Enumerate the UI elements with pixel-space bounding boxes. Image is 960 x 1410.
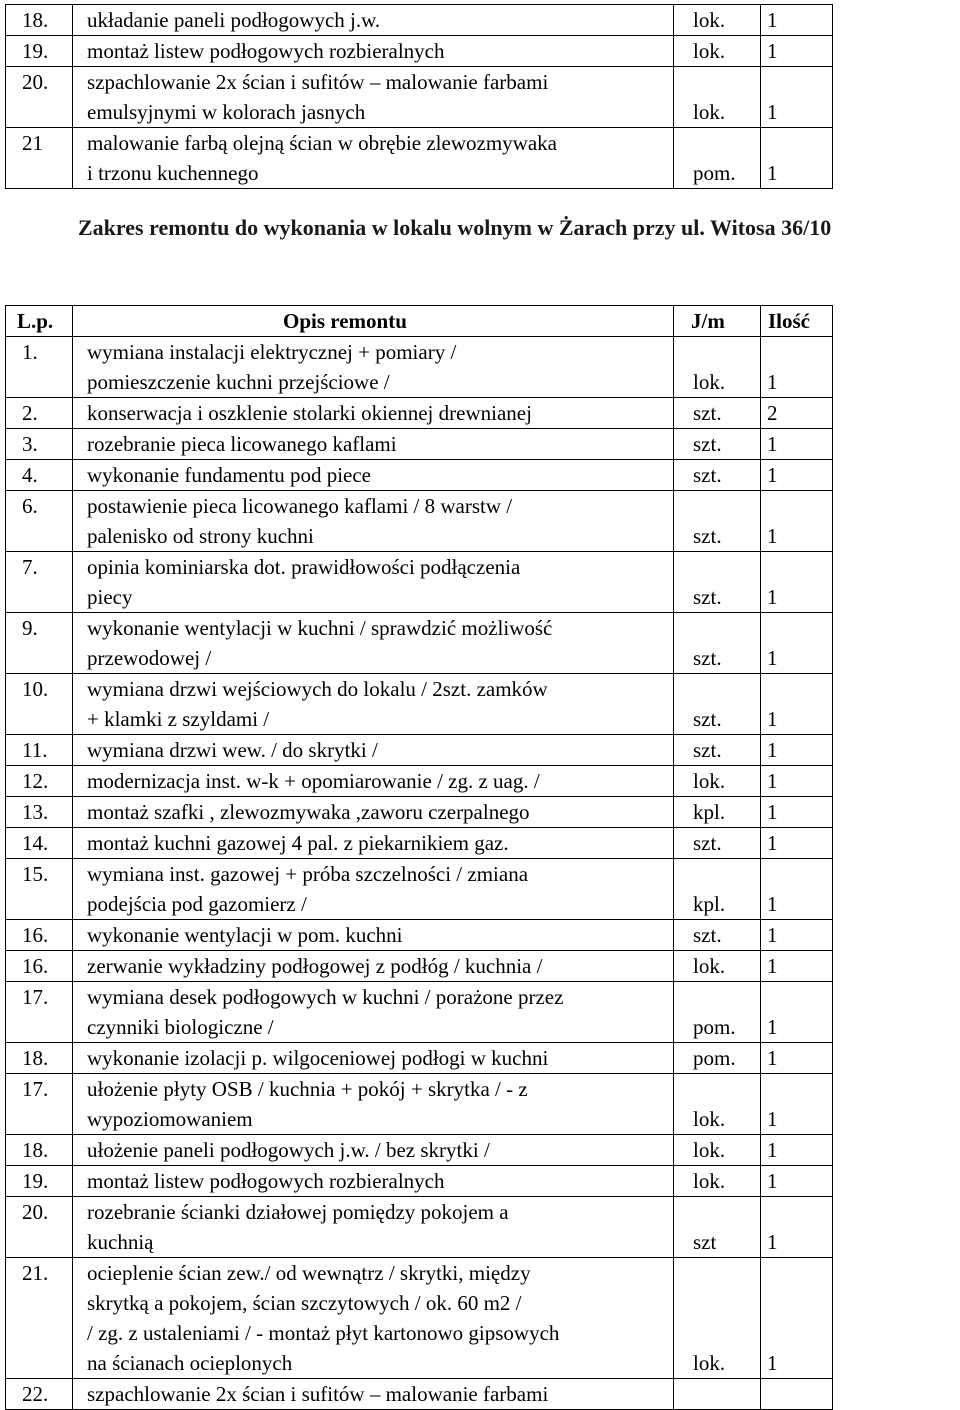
row-number: 17. bbox=[6, 1074, 73, 1135]
row-quantity: 1 bbox=[761, 735, 833, 766]
table-row bbox=[6, 128, 833, 189]
row-quantity: 1 bbox=[761, 460, 833, 491]
table-row bbox=[6, 951, 833, 982]
description-line: wykonanie wentylacji w kuchni / sprawdzić możliwość bbox=[87, 616, 553, 640]
row-description bbox=[73, 1074, 674, 1135]
table-row bbox=[6, 67, 833, 128]
row-description bbox=[73, 982, 674, 1043]
row-unit: szt. bbox=[674, 552, 761, 613]
row-number: 7. bbox=[6, 552, 73, 613]
row-description bbox=[73, 1379, 674, 1410]
row-number: 12. bbox=[6, 766, 73, 797]
row-quantity: 1 bbox=[761, 5, 833, 36]
table-row bbox=[6, 36, 833, 67]
row-quantity: 2 bbox=[761, 398, 833, 429]
row-description bbox=[73, 1135, 674, 1166]
row-quantity: 1 bbox=[761, 36, 833, 67]
description-line: ułożenie płyty OSB / kuchnia + pokój + skrytka / - z bbox=[87, 1077, 528, 1101]
row-description bbox=[73, 920, 674, 951]
row-description bbox=[73, 951, 674, 982]
row-unit: szt. bbox=[674, 429, 761, 460]
row-number: 21 bbox=[6, 128, 73, 189]
row-number: 9. bbox=[6, 613, 73, 674]
row-quantity: 1 bbox=[761, 1135, 833, 1166]
row-description bbox=[73, 398, 674, 429]
row-number: 20. bbox=[6, 67, 73, 128]
table-row bbox=[6, 1379, 833, 1410]
description-line: wymiana drzwi wew. / do skrytki / bbox=[87, 738, 378, 762]
header-unit: J/m bbox=[674, 306, 761, 337]
row-quantity: 1 bbox=[761, 828, 833, 859]
description-line: konserwacja i oszklenie stolarki okiennej drewnianej bbox=[87, 401, 532, 425]
row-unit: szt. bbox=[674, 398, 761, 429]
description-line: malowanie farbą olejną ścian w obrębie zlewozmywaka bbox=[87, 131, 557, 155]
row-quantity: 1 bbox=[761, 1074, 833, 1135]
row-quantity: 1 bbox=[761, 982, 833, 1043]
row-number: 17. bbox=[6, 982, 73, 1043]
row-description bbox=[73, 613, 674, 674]
row-quantity: 1 bbox=[761, 1043, 833, 1074]
table-row bbox=[6, 398, 833, 429]
table-row bbox=[6, 1197, 833, 1258]
row-number: 13. bbox=[6, 797, 73, 828]
table-row bbox=[6, 1135, 833, 1166]
row-description bbox=[73, 36, 674, 67]
row-unit: pom. bbox=[674, 982, 761, 1043]
row-number: 18. bbox=[6, 5, 73, 36]
description-line: palenisko od strony kuchni bbox=[87, 524, 314, 548]
row-unit: szt. bbox=[674, 613, 761, 674]
table-row bbox=[6, 828, 833, 859]
description-line: na ścianach ocieplonych bbox=[87, 1351, 293, 1375]
row-quantity: 1 bbox=[761, 429, 833, 460]
description-line: szpachlowanie 2x ścian i sufitów – malowanie farbami bbox=[87, 1382, 549, 1406]
row-description bbox=[73, 128, 674, 189]
description-line: montaż szafki , zlewozmywaka ,zaworu czerpalnego bbox=[87, 800, 530, 824]
row-quantity: 1 bbox=[761, 1258, 833, 1379]
row-description bbox=[73, 429, 674, 460]
row-unit: lok. bbox=[674, 951, 761, 982]
table-row bbox=[6, 674, 833, 735]
description-line: pomieszczenie kuchni przejściowe / bbox=[87, 370, 390, 394]
description-line: wykonanie wentylacji w pom. kuchni bbox=[87, 923, 403, 947]
row-unit: szt. bbox=[674, 674, 761, 735]
row-description bbox=[73, 797, 674, 828]
description-line: montaż kuchni gazowej 4 pal. z piekarnikiem gaz. bbox=[87, 831, 509, 855]
description-line: czynniki biologiczne / bbox=[87, 1015, 274, 1039]
row-unit: szt bbox=[674, 1197, 761, 1258]
works-table bbox=[5, 305, 833, 1410]
description-line: montaż listew podłogowych rozbieralnych bbox=[87, 1169, 445, 1193]
row-unit: szt. bbox=[674, 491, 761, 552]
row-number: 18. bbox=[6, 1135, 73, 1166]
header-lp: L.p. bbox=[6, 306, 73, 337]
works-table-continued bbox=[5, 4, 833, 189]
row-unit: lok. bbox=[674, 337, 761, 398]
row-description bbox=[73, 766, 674, 797]
row-quantity bbox=[761, 1379, 833, 1410]
row-description bbox=[73, 67, 674, 128]
description-line: wymiana instalacji elektrycznej + pomiary / bbox=[87, 340, 457, 364]
row-unit: lok. bbox=[674, 36, 761, 67]
row-unit: lok. bbox=[674, 1135, 761, 1166]
row-quantity: 1 bbox=[761, 766, 833, 797]
table-row bbox=[6, 920, 833, 951]
table-row bbox=[6, 859, 833, 920]
section-title: Zakres remontu do wykonania w lokalu wolnym w Żarach przy ul. Witosa 36/10 bbox=[78, 215, 832, 240]
table-row bbox=[6, 1074, 833, 1135]
description-line: skrytką a pokojem, ścian szczytowych / ok. 60 m2 / bbox=[87, 1291, 522, 1315]
description-line: rozebranie ścianki działowej pomiędzy pokojem a bbox=[87, 1200, 509, 1224]
table-row bbox=[6, 1043, 833, 1074]
row-number: 2. bbox=[6, 398, 73, 429]
row-number: 11. bbox=[6, 735, 73, 766]
row-unit: pom. bbox=[674, 1043, 761, 1074]
row-number: 14. bbox=[6, 828, 73, 859]
table-header-row bbox=[6, 306, 833, 337]
row-quantity: 1 bbox=[761, 951, 833, 982]
row-unit: pom. bbox=[674, 128, 761, 189]
description-line: kuchnią bbox=[87, 1230, 154, 1254]
row-unit: szt. bbox=[674, 460, 761, 491]
description-line: rozebranie pieca licowanego kaflami bbox=[87, 432, 397, 456]
description-line: wykonanie fundamentu pod piece bbox=[87, 463, 371, 487]
row-unit: kpl. bbox=[674, 797, 761, 828]
description-line: zerwanie wykładziny podłogowej z podłóg / kuchnia / bbox=[87, 954, 543, 978]
row-quantity: 1 bbox=[761, 674, 833, 735]
row-number: 21. bbox=[6, 1258, 73, 1379]
description-line: wykonanie izolacji p. wilgoceniowej podłogi w kuchni bbox=[87, 1046, 549, 1070]
row-description bbox=[73, 1166, 674, 1197]
row-number: 16. bbox=[6, 951, 73, 982]
description-line: wymiana drzwi wejściowych do lokalu / 2szt. zamków bbox=[87, 677, 548, 701]
description-line: szpachlowanie 2x ścian i sufitów – malowanie farbami bbox=[87, 70, 549, 94]
table-row bbox=[6, 1258, 833, 1379]
row-number: 22. bbox=[6, 1379, 73, 1410]
row-unit: lok. bbox=[674, 1258, 761, 1379]
row-description bbox=[73, 5, 674, 36]
description-line: emulsyjnymi w kolorach jasnych bbox=[87, 100, 366, 124]
row-description bbox=[73, 552, 674, 613]
row-unit: kpl. bbox=[674, 859, 761, 920]
table-row bbox=[6, 552, 833, 613]
description-line: postawienie pieca licowanego kaflami / 8 warstw / bbox=[87, 494, 513, 518]
row-number: 19. bbox=[6, 36, 73, 67]
table-row bbox=[6, 429, 833, 460]
description-line: piecy bbox=[87, 585, 133, 609]
row-description bbox=[73, 859, 674, 920]
header-description: Opis remontu bbox=[73, 306, 674, 337]
row-quantity: 1 bbox=[761, 1166, 833, 1197]
row-number: 10. bbox=[6, 674, 73, 735]
row-number: 18. bbox=[6, 1043, 73, 1074]
table-row bbox=[6, 460, 833, 491]
description-line: wymiana desek podłogowych w kuchni / porażone przez bbox=[87, 985, 564, 1009]
description-line: wymiana inst. gazowej + próba szczelności / zmiana bbox=[87, 862, 529, 886]
row-quantity: 1 bbox=[761, 1197, 833, 1258]
row-number: 1. bbox=[6, 337, 73, 398]
table-row bbox=[6, 982, 833, 1043]
row-unit: szt. bbox=[674, 735, 761, 766]
table-row bbox=[6, 766, 833, 797]
description-line: + klamki z szyldami / bbox=[87, 707, 270, 731]
row-quantity: 1 bbox=[761, 552, 833, 613]
row-quantity: 1 bbox=[761, 128, 833, 189]
row-number: 15. bbox=[6, 859, 73, 920]
row-quantity: 1 bbox=[761, 920, 833, 951]
works-table-body bbox=[6, 337, 833, 1410]
table-row bbox=[6, 1166, 833, 1197]
row-description bbox=[73, 337, 674, 398]
row-unit: lok. bbox=[674, 1074, 761, 1135]
description-line: i trzonu kuchennego bbox=[87, 161, 259, 185]
description-line: przewodowej / bbox=[87, 646, 212, 670]
row-quantity: 1 bbox=[761, 67, 833, 128]
row-number: 3. bbox=[6, 429, 73, 460]
table-row bbox=[6, 337, 833, 398]
table-row bbox=[6, 735, 833, 766]
header-quantity: Ilość bbox=[761, 306, 833, 337]
row-number: 16. bbox=[6, 920, 73, 951]
row-number: 6. bbox=[6, 491, 73, 552]
description-line: podejścia pod gazomierz / bbox=[87, 892, 307, 916]
row-quantity: 1 bbox=[761, 859, 833, 920]
description-line: modernizacja inst. w-k + opomiarowanie / zg. z uag. / bbox=[87, 769, 540, 793]
row-quantity: 1 bbox=[761, 337, 833, 398]
row-number: 20. bbox=[6, 1197, 73, 1258]
row-description bbox=[73, 828, 674, 859]
row-description bbox=[73, 1197, 674, 1258]
description-line: wypoziomowaniem bbox=[87, 1107, 253, 1131]
description-line: ułożenie paneli podłogowych j.w. / bez skrytki / bbox=[87, 1138, 490, 1162]
description-line: montaż listew podłogowych rozbieralnych bbox=[87, 39, 445, 63]
row-quantity: 1 bbox=[761, 613, 833, 674]
row-quantity: 1 bbox=[761, 797, 833, 828]
row-unit: lok. bbox=[674, 67, 761, 128]
description-line: ocieplenie ścian zew./ od wewnątrz / skrytki, między bbox=[87, 1261, 531, 1285]
row-description bbox=[73, 1043, 674, 1074]
table-row bbox=[6, 797, 833, 828]
row-unit: lok. bbox=[674, 766, 761, 797]
description-line: / zg. z ustaleniami / - montaż płyt kartonowo gipsowych bbox=[87, 1321, 560, 1345]
row-description bbox=[73, 491, 674, 552]
table-row bbox=[6, 5, 833, 36]
row-unit bbox=[674, 1379, 761, 1410]
table-row bbox=[6, 613, 833, 674]
row-description bbox=[73, 674, 674, 735]
works-table-continued-body bbox=[6, 5, 833, 189]
row-quantity: 1 bbox=[761, 491, 833, 552]
description-line: opinia kominiarska dot. prawidłowości podłączenia bbox=[87, 555, 521, 579]
row-description bbox=[73, 735, 674, 766]
row-description bbox=[73, 460, 674, 491]
row-number: 4. bbox=[6, 460, 73, 491]
row-unit: lok. bbox=[674, 5, 761, 36]
row-unit: szt. bbox=[674, 828, 761, 859]
row-description bbox=[73, 1258, 674, 1379]
row-number: 19. bbox=[6, 1166, 73, 1197]
row-unit: lok. bbox=[674, 1166, 761, 1197]
description-line: układanie paneli podłogowych j.w. bbox=[87, 8, 381, 32]
row-unit: szt. bbox=[674, 920, 761, 951]
table-row bbox=[6, 491, 833, 552]
